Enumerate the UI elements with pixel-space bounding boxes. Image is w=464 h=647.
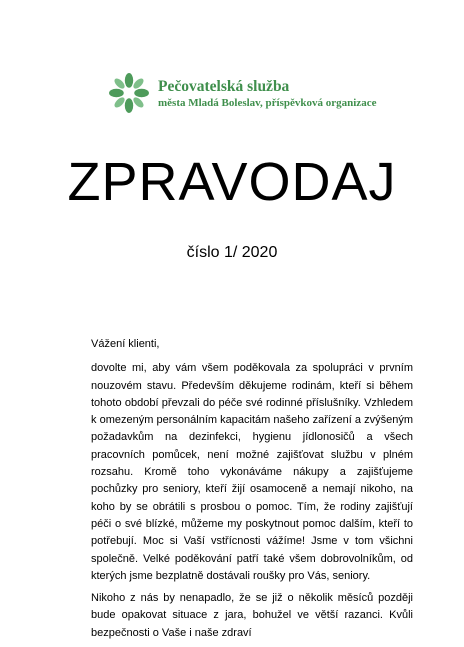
- paragraph-2: Nikoho z nás by nenapadlo, že se již o několik měsíců později bude opakovat situace z jara, bohužel ve větší razanci. Kvůli bezpečnosti o Vaše i naše zdraví: [91, 592, 413, 639]
- newsletter-title: ZPRAVODAJ: [67, 152, 397, 212]
- paragraph-1: dovolte mi, aby vám všem poděkovala za spolupráci v prvním nouzovém stavu. Především děkujeme rodinám, kteří si během tohoto období převzali do péče své rodinné příslušníky. Vzhledem k omezeným personálním kapacitám našeho zařízení a zvýšeným požadavkům na dezinfekci, hygienu jídlonosičů a všech pracovních pomůcek, není možné zajišťovat službu v plném rozsahu. Kromě toho vykonáváme nákupy a zajišťujeme pochůzky pro seniory, kteří žijí osamoceně a nemají nikoho, na koho by se obrátili s prosbou o pomoc. Tím, že rodiny zajišťují péči o své blízké, můžeme my poskytnout pomoc dalším, kteří to potřebují. Moc si Vaší vstřícnosti vážíme! Jsme v tom všichni společně. Velké poděkování patří také všem dobrovolníkům, od kterých jsme bezplatně dostávali roušky pro Vás, seniory.: [91, 362, 413, 582]
- organization-header: [108, 72, 376, 114]
- issue-number: číslo 1/ 2020: [186, 244, 278, 261]
- letter-body: [91, 336, 413, 647]
- organization-name-block: [158, 77, 376, 110]
- organization-name: Pečovatelská služba: [158, 77, 290, 95]
- greeting: Vážení klienti,: [91, 338, 160, 350]
- organization-subtitle: města Mladá Boleslav, příspěvková organizace: [158, 96, 377, 109]
- green-cross-leaves-icon: [108, 72, 150, 114]
